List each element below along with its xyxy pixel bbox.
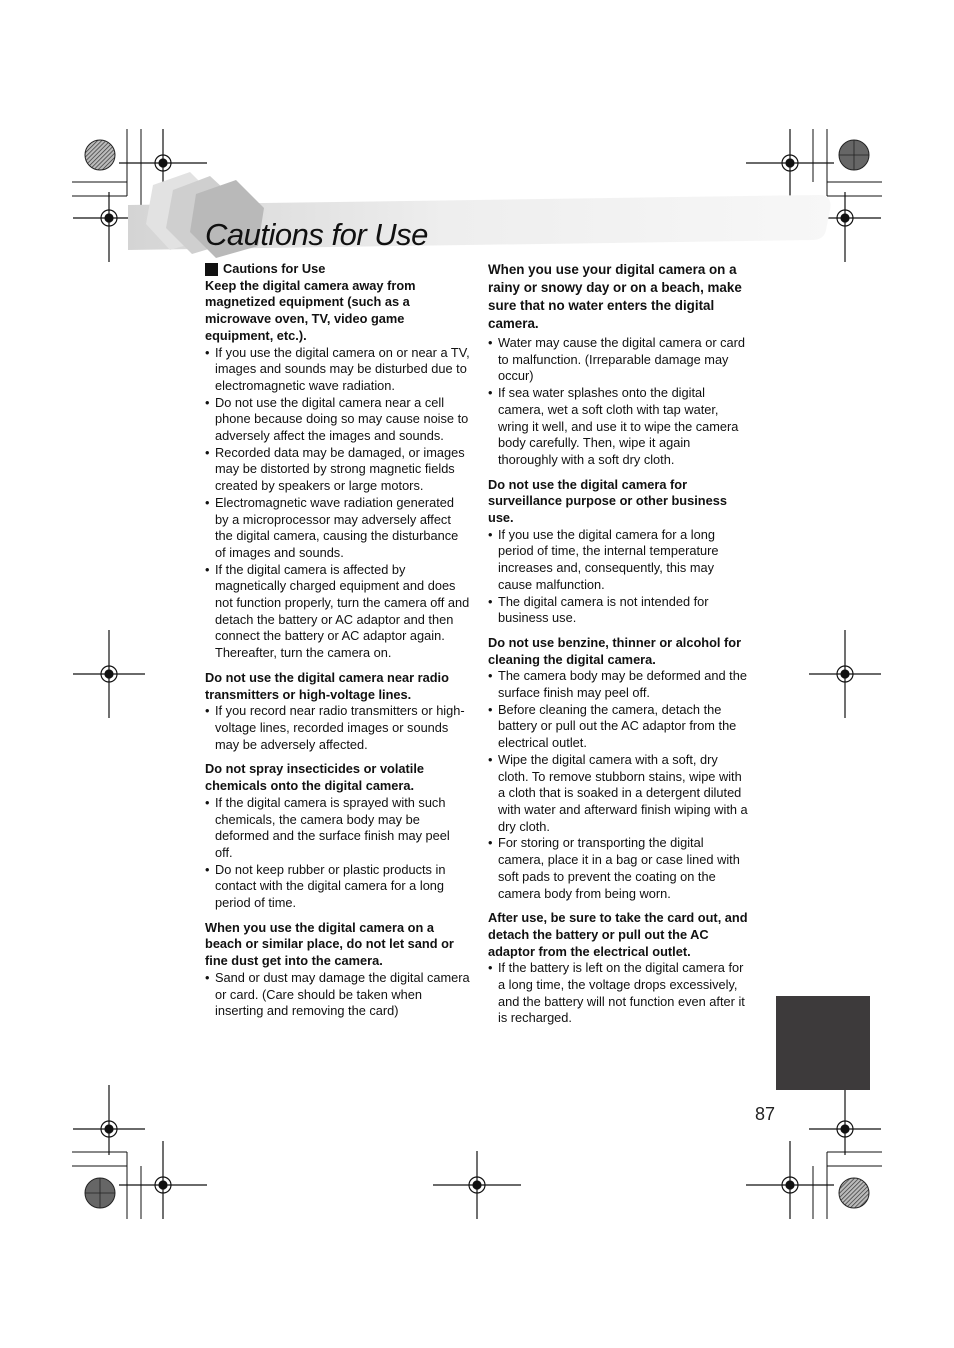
caution-heading: Do not use the digital camera near radio transmitters or high-voltage lines. xyxy=(205,669,449,702)
caution-bullet: • Sand or dust may damage the digital camera or card. (Care should be taken when inserting and removing the card) xyxy=(205,970,470,1020)
caution-bullet: • If the digital camera is affected by magnetically charged equipment and does not function properly, turn the camera off and detach the battery or AC adaptor and then connect the battery or AC adaptor again. Thereafter, turn the camera on. xyxy=(205,562,470,662)
caution-bullet: • Before cleaning the camera, detach the battery or pull out the AC adaptor from the electrical outlet. xyxy=(488,702,750,752)
caution-list xyxy=(205,970,470,1020)
caution-bullet: • Do not use the digital camera near a cell phone because doing so may cause noise to adversely affect the images and sounds. xyxy=(205,395,470,445)
right-column xyxy=(488,261,750,1035)
caution-bullet: • If the battery is left on the digital camera for a long time, the voltage drops excessively, and the battery will not function even after it is recharged. xyxy=(488,960,750,1027)
caution-list xyxy=(205,703,470,753)
page-number: 87 xyxy=(755,1104,776,1124)
caution-bullet: • If the digital camera is sprayed with such chemicals, the camera body may be deformed and the surface finish may peel off. xyxy=(205,795,470,862)
caution-list xyxy=(205,795,470,912)
caution-bullet: • Do not keep rubber or plastic products in contact with the digital camera for a long period of time. xyxy=(205,862,470,912)
caution-bullet: • If you record near radio transmitters or high-voltage lines, recorded images or sounds may be adversely affected. xyxy=(205,703,470,753)
caution-heading: Do not use the digital camera for surveillance purpose or other business use. xyxy=(488,476,727,526)
caution-bullet: • If you use the digital camera on or near a TV, images and sounds may be disturbed due to electromagnetic wave radiation. xyxy=(205,345,470,395)
caution-bullet: • Water may cause the digital camera or card to malfunction. (Irreparable damage may occur) xyxy=(488,335,750,385)
black-square-icon xyxy=(205,263,218,276)
caution-bullet: • Recorded data may be damaged, or images may be distorted by strong magnetic fields created by speakers or large motors. xyxy=(205,445,470,495)
caution-list xyxy=(488,960,750,1027)
caution-heading: After use, be sure to take the card out, and detach the battery or pull out the AC adaptor from the electrical outlet. xyxy=(488,910,748,959)
caution-list xyxy=(488,668,750,902)
caution-bullet: • If you use the digital camera for a long period of time, the internal temperature increases and, consequently, this may cause malfunction. xyxy=(488,527,750,594)
caution-bullet: • If sea water splashes onto the digital camera, wet a soft cloth with tap water, wring it well, and use it to wipe the camera body carefully. Then, wipe it again thoroughly with a soft dry cloth. xyxy=(488,385,750,469)
caution-heading: When you use the digital camera on a beach or similar place, do not let sand or fine dust get into the camera. xyxy=(205,919,454,969)
caution-heading: Do not use benzine, thinner or alcohol for cleaning the digital camera. xyxy=(488,634,742,667)
caution-bullet: • Wipe the digital camera with a soft, dry cloth. To remove stubborn stains, wipe with a cloth that is soaked in a detergent diluted with water and afterward finish wiping with a dry cloth. xyxy=(488,752,750,836)
chapter-tab xyxy=(776,996,870,1090)
caution-heading: Keep the digital camera away from magnetized equipment (such as a microwave oven, TV, video game equipment, etc.). xyxy=(205,277,416,343)
page-title: Cautions for Use xyxy=(205,217,428,252)
caution-list xyxy=(488,335,750,469)
section-label xyxy=(205,261,470,278)
section-label-text: Cautions for Use xyxy=(223,261,326,276)
caution-bullet: • Electromagnetic wave radiation generated by a microprocessor may adversely affect the digital camera, causing the disturbance of images and sounds. xyxy=(205,495,470,562)
caution-bullet: • For storing or transporting the digital camera, place it in a bag or case lined with soft pads to prevent the coating on the camera body from being worn. xyxy=(488,835,750,902)
caution-bullet: • The digital camera is not intended for business use. xyxy=(488,594,750,627)
left-column xyxy=(205,261,470,1028)
caution-heading: Do not spray insecticides or volatile chemicals onto the digital camera. xyxy=(205,761,425,794)
caution-list xyxy=(488,527,750,627)
caution-heading: When you use your digital camera on a rainy or snowy day or on a beach, make sure that no water enters the digital camera. xyxy=(488,262,742,331)
caution-bullet: • The camera body may be deformed and the surface finish may peel off. xyxy=(488,668,750,701)
caution-list xyxy=(205,345,470,662)
